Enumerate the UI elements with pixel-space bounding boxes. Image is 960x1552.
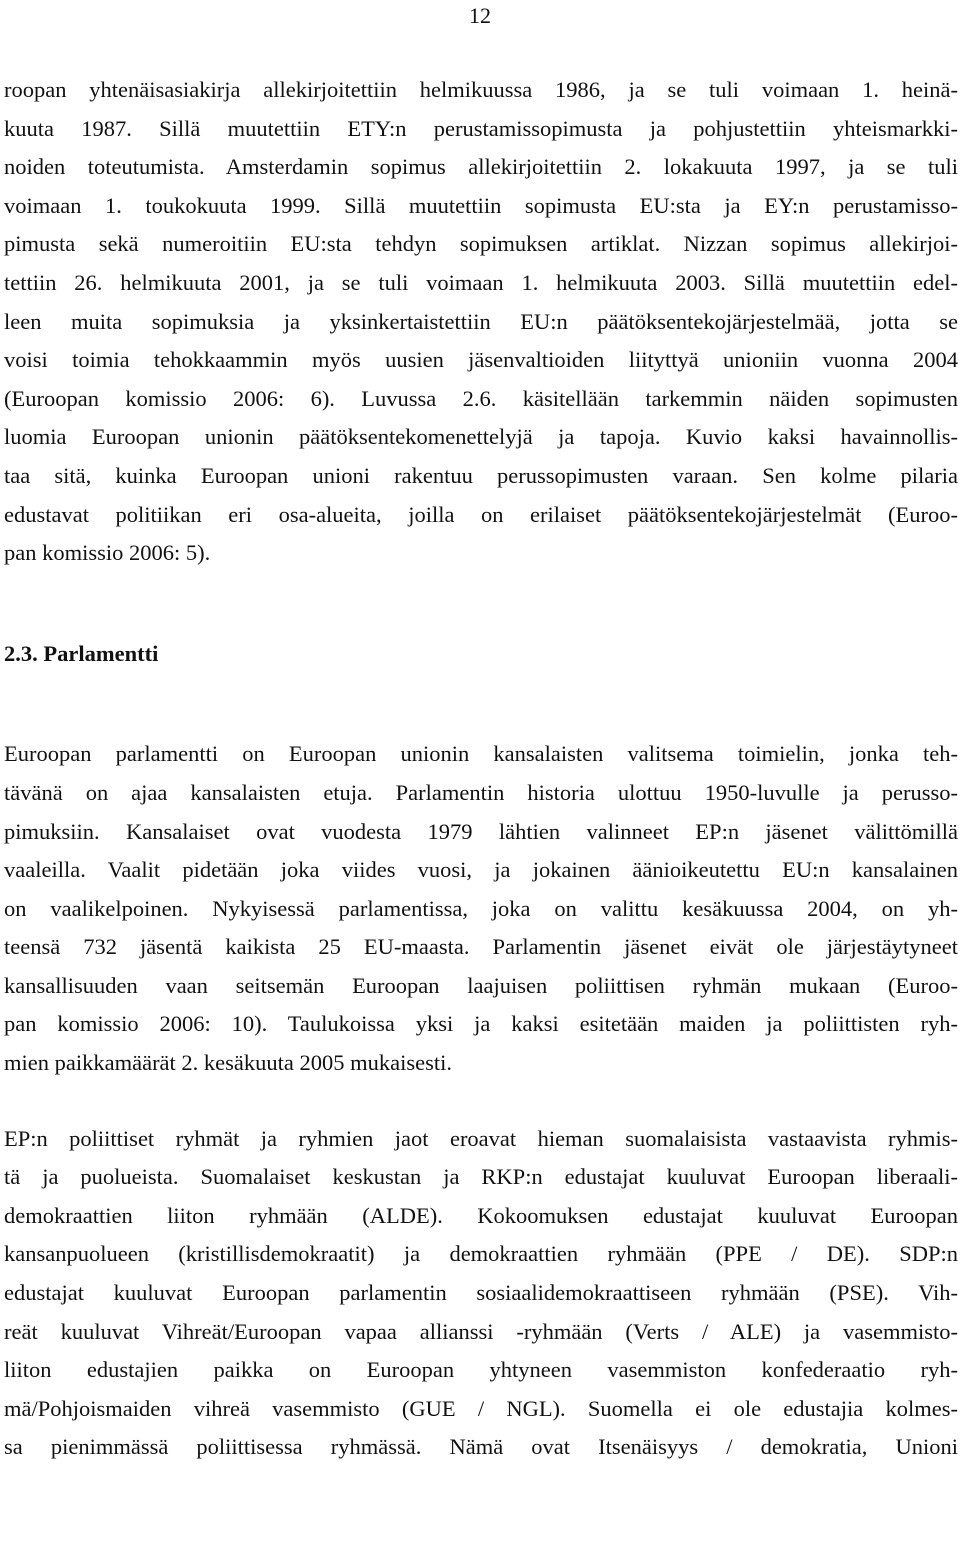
- text-line: demokraattien liiton ryhmään (ALDE). Kokoomuksen edustajat kuuluvat Euroopan: [4, 1202, 958, 1228]
- text-line: tettiin 26. helmikuuta 2001, ja se tuli voimaan 1. helmikuuta 2003. Sillä muutettiin edel-: [4, 269, 958, 295]
- text-line: mä/Pohjoismaiden vihreä vasemmisto (GUE / NGL). Suomella ei ole edustajia kolmes-: [4, 1395, 958, 1421]
- text-line: tävänä on ajaa kansalaisten etuja. Parlamentin historia ulottuu 1950-luvulle ja perusso-: [4, 779, 958, 805]
- text-line: vaaleilla. Vaalit pidetään joka viides vuosi, ja jokainen äänioikeutettu EU:n kansalainen: [4, 857, 958, 883]
- text-line: teensä 732 jäsentä kaikista 25 EU-maasta. Parlamentin jäsenet eivät ole järjestäytyneet: [4, 934, 958, 960]
- page-number: 12: [469, 3, 491, 28]
- text-line: noiden toteutumista. Amsterdamin sopimus allekirjoitettiin 2. lokakuuta 1997, ja se tuli: [4, 154, 958, 180]
- text-line: kuuta 1987. Sillä muutettiin ETY:n perustamissopimusta ja pohjustettiin yhteismarkki-: [4, 115, 958, 141]
- text-line: voimaan 1. toukokuuta 1999. Sillä muutettiin sopimusta EU:sta ja EY:n perustamisso-: [4, 192, 958, 218]
- paragraph-parliament: [4, 735, 958, 1082]
- text-line: leen muita sopimuksia ja yksinkertaistettiin EU:n päätöksentekojärjestelmää, jotta se: [4, 308, 958, 334]
- text-line: pan komissio 2006: 10). Taulukoissa yksi ja kaksi esitetään maiden ja poliittisten ryh-: [4, 1011, 958, 1037]
- text-line: taa sitä, kuinka Euroopan unioni rakentuu perussopimusten varaan. Sen kolme pilaria: [4, 462, 958, 488]
- text-line: (Euroopan komissio 2006: 6). Luvussa 2.6. käsitellään tarkemmin näiden sopimusten: [4, 385, 958, 411]
- text-line: tä ja puolueista. Suomalaiset keskustan ja RKP:n edustajat kuuluvat Euroopan liberaali-: [4, 1164, 958, 1190]
- text-line: luomia Euroopan unionin päätöksentekomenettelyjä ja tapoja. Kuvio kaksi havainnollis-: [4, 424, 958, 450]
- text-line: voisi toimia tehokkaammin myös uusien jäsenvaltioiden liityttyä unioniin vuonna 2004: [4, 347, 958, 373]
- text-line: edustajat kuuluvat Euroopan parlamentin sosiaalidemokraattiseen ryhmään (PSE). Vih-: [4, 1280, 958, 1306]
- text-line: roopan yhtenäisasiakirja allekirjoitettiin helmikuussa 1986, ja se tuli voimaan 1. heinä-: [4, 77, 958, 102]
- text-line: Euroopan parlamentti on Euroopan unionin kansalaisten valitsema toimielin, jonka teh-: [4, 741, 958, 767]
- text-line: kansallisuuden vaan seitsemän Euroopan laajuisen poliittisen ryhmän mukaan (Euroo-: [4, 972, 958, 998]
- text-line: pimusta sekä numeroitiin EU:sta tehdyn sopimuksen artiklat. Nizzan sopimus allekirjoi-: [4, 231, 958, 257]
- text-line: on vaalikelpoinen. Nykyisessä parlamentissa, joka on valittu kesäkuussa 2004, on yh-: [4, 895, 958, 921]
- text-line: reät kuuluvat Vihreät/Euroopan vapaa allianssi -ryhmään (Verts / ALE) ja vasemmisto-: [4, 1318, 958, 1344]
- text-line: EP:n poliittiset ryhmät ja ryhmien jaot eroavat hieman suomalaisista vastaavista ryhmis-: [4, 1125, 958, 1151]
- text-line: mien paikkamäärät 2. kesäkuuta 2005 mukaisesti.: [4, 1050, 453, 1076]
- text-line: kansanpuolueen (kristillisdemokraatit) ja demokraattien ryhmään (PPE / DE). SDP:n: [4, 1241, 958, 1267]
- section-heading: 2.3. Parlamentti: [4, 640, 159, 666]
- paragraph-treaties: [4, 71, 958, 573]
- text-line: edustavat politiikan eri osa-alueita, joilla on erilaiset päätöksentekojärjestelmät (Euroo-: [4, 501, 958, 527]
- text-line: pan komissio 2006: 5).: [4, 540, 211, 566]
- text-line: pimuksiin. Kansalaiset ovat vuodesta 1979 lähtien valinneet EP:n jäsenet välittömillä: [4, 818, 958, 844]
- text-line: liiton edustajien paikka on Euroopan yhtyneen vasemmiston konfederaatio ryh-: [4, 1357, 958, 1383]
- document-body: [4, 71, 958, 1467]
- text-line: sa pienimmässä poliittisessa ryhmässä. Nämä ovat Itsenäisyys / demokratia, Unioni: [4, 1434, 958, 1460]
- paragraph-political-groups: [4, 1120, 958, 1467]
